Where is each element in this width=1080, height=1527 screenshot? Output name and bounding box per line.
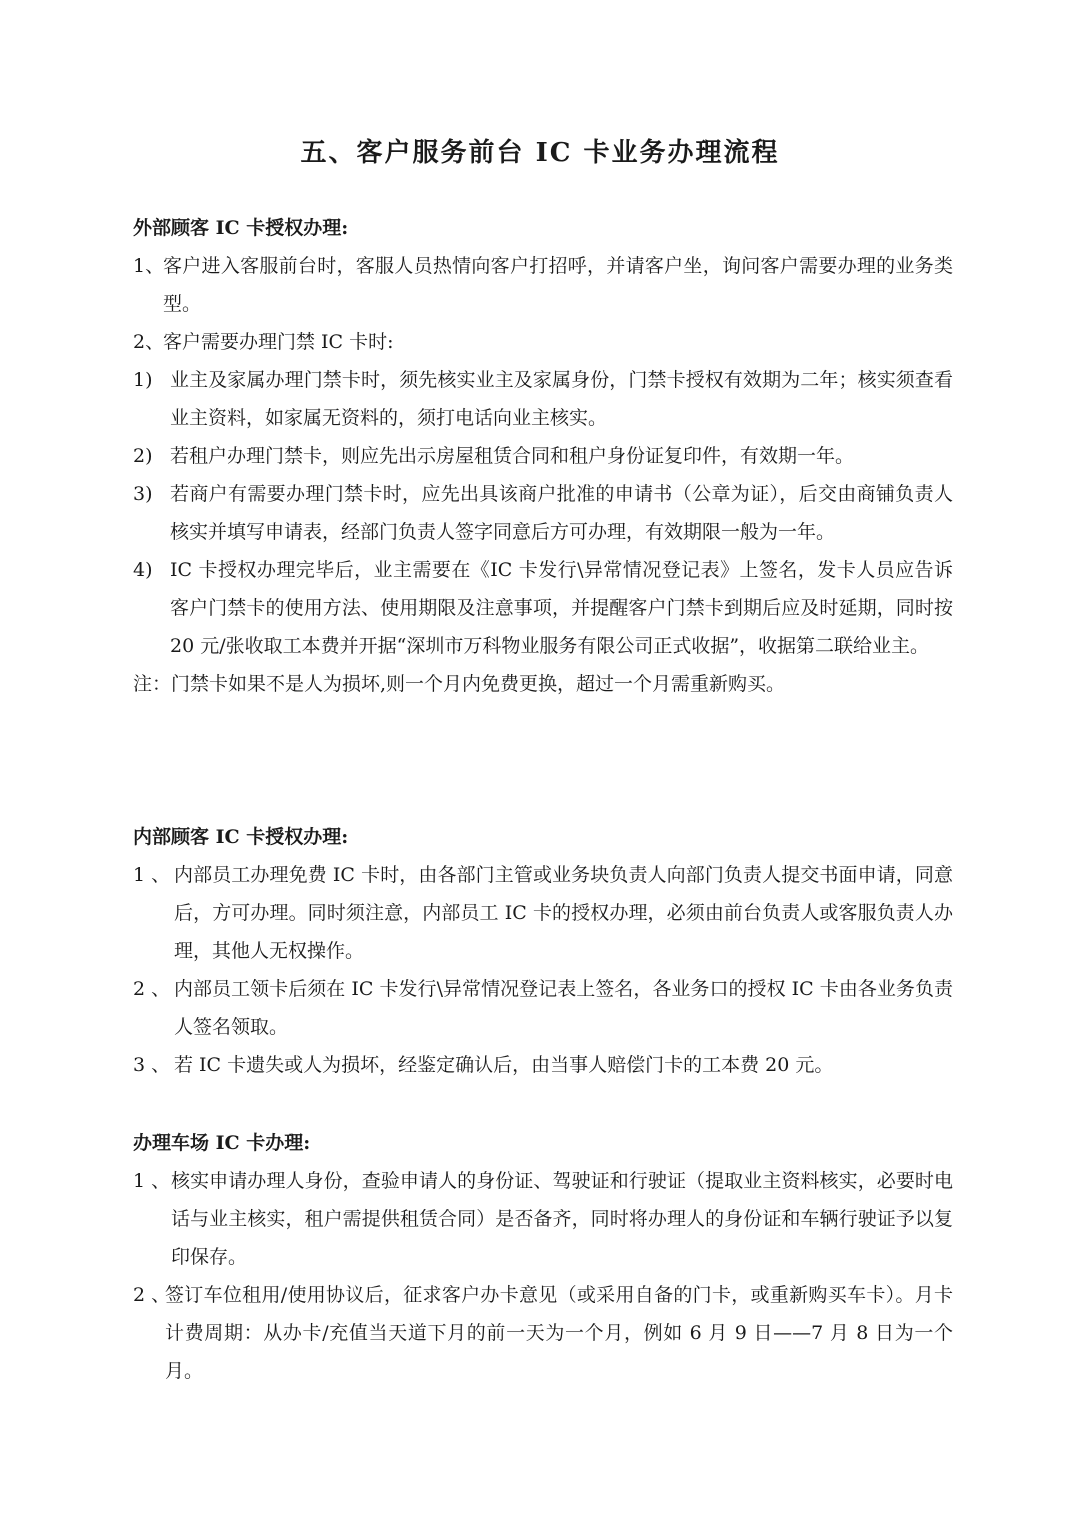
list-text: 内部员工领卡后须在 IC 卡发行\异常情况登记表上签名，各业务口的授权 IC 卡由各业务负责人签名领取。 (174, 978, 953, 1038)
section-parking (133, 1124, 953, 1390)
list-item (133, 361, 953, 437)
list-item (133, 551, 953, 665)
list-marker: 3) (133, 483, 153, 505)
list-text: 若 IC 卡遗失或人为损坏，经鉴定确认后，由当事人赔偿门卡的工本费 20 元。 (174, 1054, 834, 1076)
list-text: 客户进入客服前台时，客服人员热情向客户打招呼，并请客户坐，询问客户需要办理的业务类型。 (163, 255, 953, 315)
list-item (133, 1046, 953, 1084)
list-text: 客户需要办理门禁 IC 卡时: (163, 331, 394, 353)
note-text: 注：门禁卡如果不是人为损坏,则一个月内免费更换，超过一个月需重新购买。 (133, 673, 786, 695)
page-title: 五、客户服务前台 IC 卡业务办理流程 (300, 138, 780, 168)
list-item (133, 970, 953, 1046)
list-item (133, 475, 953, 551)
list-marker: 4) (133, 559, 153, 581)
section-internal (133, 818, 953, 1084)
list-marker: 1 、 (133, 1170, 171, 1192)
list-item (133, 323, 953, 361)
list-item (133, 437, 953, 475)
list-item (133, 1276, 953, 1390)
list-marker: 3 、 (133, 1054, 171, 1076)
list-text: IC 卡授权办理完毕后，业主需要在《IC 卡发行\异常情况登记表》上签名，发卡人员应告诉客户门禁卡的使用方法、使用期限及注意事项，并提醒客户门禁卡到期后应及时延期，同时按 20 元/张收取工本费并开据“深圳市万科物业服务有限公司正式收据”，收据第二联给业主。 (170, 559, 953, 657)
list-item (133, 856, 953, 970)
list-text: 签订车位租用/使用协议后，征求客户办卡意见（或采用自备的门卡，或重新购买车卡）。月卡计费周期：从办卡/充值当天道下月的前一天为一个月，例如 6 月 9 日——7 月 8 日为一个月。 (165, 1284, 953, 1382)
list-text: 若商户有需要办理门禁卡时，应先出具该商户批准的申请书（公章为证），后交由商铺负责人核实并填写申请表，经部门负责人签字同意后方可办理，有效期限一般为一年。 (170, 483, 953, 543)
list-marker: 2、 (133, 331, 165, 353)
list-marker: 2 、 (133, 1284, 171, 1306)
section-heading: 外部顾客 IC 卡授权办理: (133, 217, 349, 239)
list-marker: 2 、 (133, 978, 171, 1000)
list-text: 内部员工办理免费 IC 卡时，由各部门主管或业务块负责人向部门负责人提交书面申请，同意后，方可办理。同时须注意，内部员工 IC 卡的授权办理，必须由前台负责人或客服负责人办理，其他人无权操作。 (174, 864, 953, 962)
section-heading: 内部顾客 IC 卡授权办理: (133, 826, 349, 848)
list-marker: 1、 (133, 255, 165, 277)
section-heading: 办理车场 IC 卡办理: (133, 1132, 311, 1154)
section-external (133, 209, 953, 703)
list-text: 核实申请办理人身份，查验申请人的身份证、驾驶证和行驶证（提取业主资料核实，必要时电话与业主核实，租户需提供租赁合同）是否备齐，同时将办理人的身份证和车辆行驶证予以复印保存。 (171, 1170, 953, 1268)
list-item (133, 247, 953, 323)
list-text: 若租户办理门禁卡，则应先出示房屋租赁合同和租户身份证复印件，有效期一年。 (170, 445, 855, 467)
list-marker: 2) (133, 445, 153, 467)
list-text: 业主及家属办理门禁卡时，须先核实业主及家属身份，门禁卡授权有效期为二年；核实须查看业主资料，如家属无资料的，须打电话向业主核实。 (170, 369, 953, 429)
list-marker: 1) (133, 369, 153, 391)
list-marker: 1 、 (133, 864, 171, 886)
list-item (133, 1162, 953, 1276)
